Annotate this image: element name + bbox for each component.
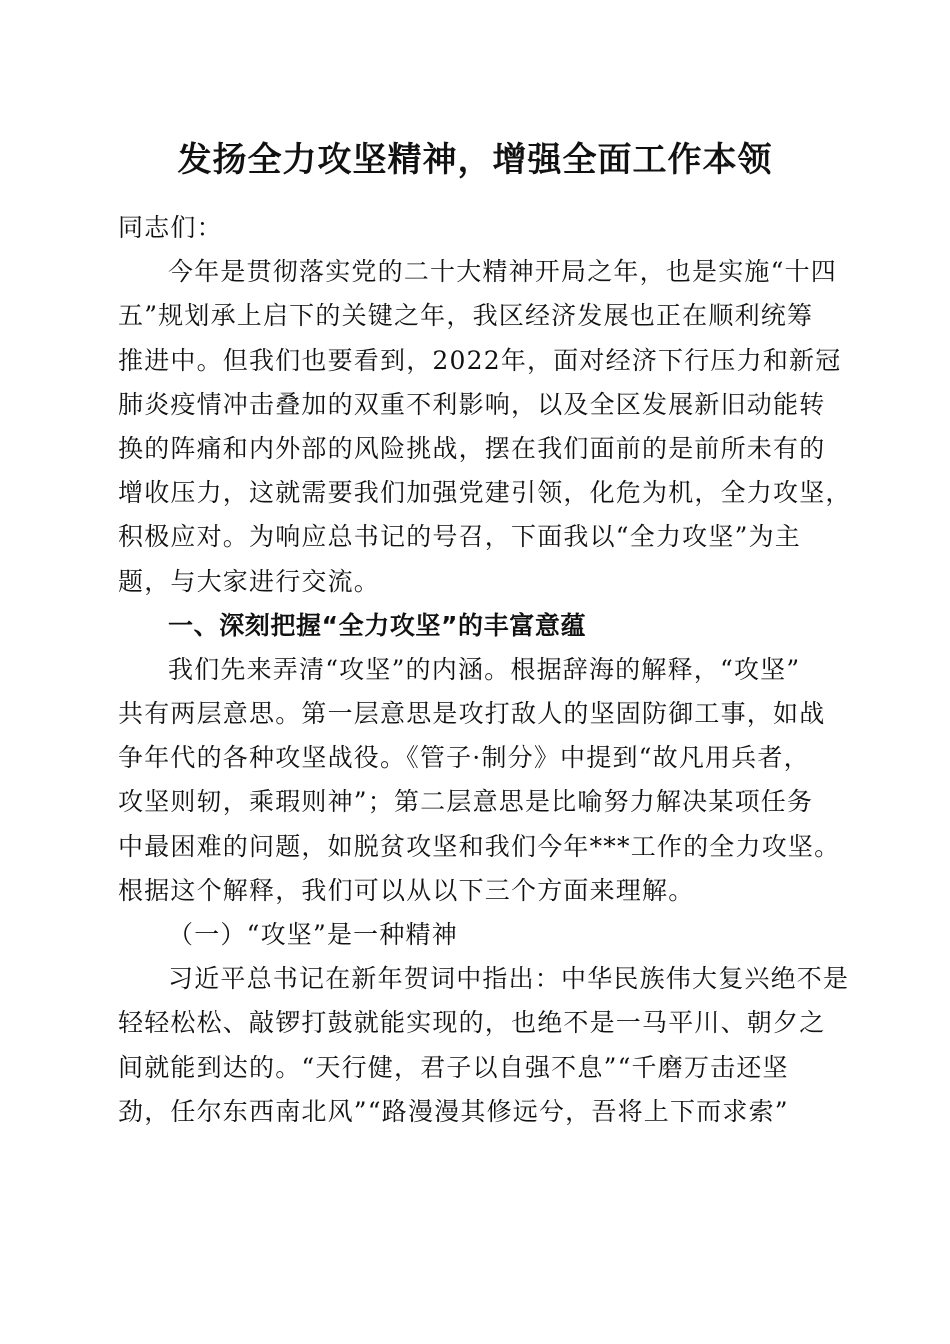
- document-body: [118, 206, 852, 1134]
- salutation: 同志们：: [118, 213, 223, 242]
- text-line: 习近平总书记在新年贺词中指出：中华民族伟大复兴绝不是: [168, 964, 850, 994]
- document-title: 发扬全力攻坚精神，增强全面工作本领: [177, 140, 773, 180]
- text-line: 共有两层意思。第一层意思是攻打敌人的坚固防御工事，如战: [118, 699, 826, 729]
- paragraph-spirit: [118, 957, 850, 1134]
- text-line: 增收压力，这就需要我们加强党建引领，化危为机，全力攻坚，: [118, 478, 852, 508]
- text-line: 争年代的各种攻坚战役。《管子·制分》中提到“故凡用兵者，: [118, 743, 810, 773]
- text-line: 中最困难的问题，如脱贫攻坚和我们今年***工作的全力攻坚。: [118, 831, 841, 861]
- text-line: 攻坚则轫，乘瑕则神”；第二层意思是比喻努力解决某项任务: [118, 787, 814, 817]
- text-line: 推进中。但我们也要看到，2022年，面对经济下行压力和新冠: [118, 345, 842, 375]
- subsection-heading: （一）“攻坚”是一种精神: [168, 920, 458, 949]
- text-line: 积极应对。为响应总书记的号召，下面我以“全力攻坚”为主: [118, 522, 801, 552]
- text-line: 根据这个解释，我们可以从以下三个方面来理解。: [118, 875, 695, 905]
- text-line: 五”规划承上启下的关键之年，我区经济发展也正在顺利统筹: [118, 301, 814, 331]
- text-line: 肺炎疫情冲击叠加的双重不利影响，以及全区发展新旧动能转: [118, 389, 826, 419]
- text-line: 间就能到达的。“天行健，君子以自强不息”“千磨万击还坚: [118, 1052, 789, 1082]
- text-line: 题，与大家进行交流。: [118, 566, 381, 596]
- text-line: 我们先来弄清“攻坚”的内涵。根据辞海的解释，“攻坚”: [168, 654, 801, 684]
- text-line: 劲，任尔东西南北风”“路漫漫其修远兮，吾将上下而求索”: [118, 1096, 789, 1126]
- text-line: 换的阵痛和内外部的风险挑战，摆在我们面前的是前所未有的: [118, 433, 826, 463]
- section-heading: 一、深刻把握“全力攻坚”的丰富意蕴: [168, 610, 587, 640]
- text-line: 今年是贯彻落实党的二十大精神开局之年，也是实施“十四: [168, 257, 837, 287]
- paragraph-meaning: [118, 648, 841, 913]
- paragraph-intro: [118, 250, 852, 604]
- text-line: 轻轻松松、敲锣打鼓就能实现的，也绝不是一马平川、朝夕之: [118, 1008, 826, 1038]
